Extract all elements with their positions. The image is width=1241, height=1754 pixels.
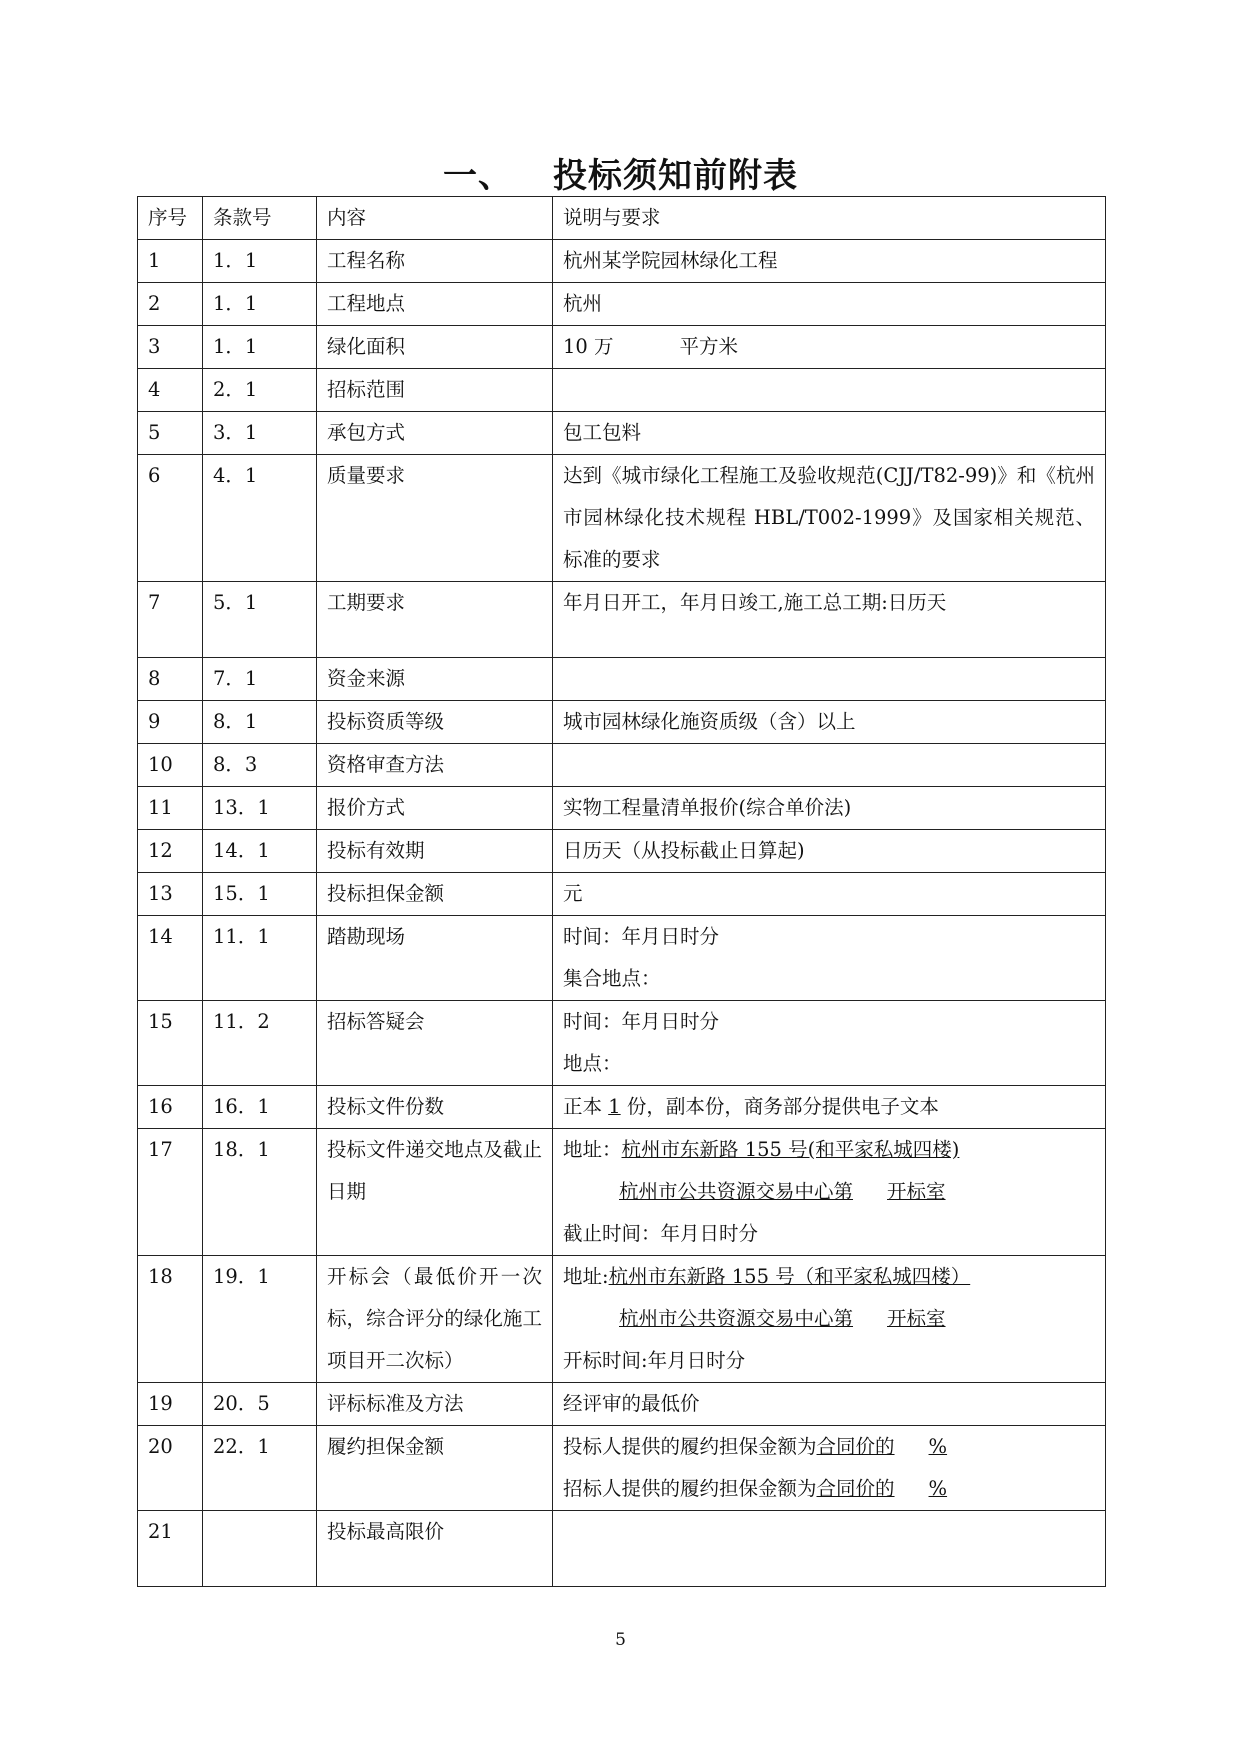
center-text: 杭州市公共资源交易中心第 [619, 1180, 854, 1203]
site-visit-place: 集合地点： [563, 967, 661, 990]
center-name [619, 1307, 946, 1330]
row-clause: 16．1 [203, 1086, 317, 1129]
room-text: 开标室 [887, 1180, 946, 1203]
row-no: 18 [138, 1256, 203, 1383]
row-item: 工程地点 [317, 283, 553, 326]
row-no: 17 [138, 1129, 203, 1256]
row-item: 报价方式 [317, 787, 553, 830]
row-desc [553, 412, 1106, 455]
row-clause: 1．1 [203, 326, 317, 369]
row-item: 评标标准及方法 [317, 1383, 553, 1426]
row-clause: 4．1 [203, 455, 317, 582]
page-title [0, 148, 1241, 197]
row-no: 3 [138, 326, 203, 369]
row-clause: 3．1 [203, 412, 317, 455]
row-no: 20 [138, 1426, 203, 1511]
header-item: 内容 [317, 197, 553, 240]
row-item: 承包方式 [317, 412, 553, 455]
row-item: 投标文件份数 [317, 1086, 553, 1129]
table-row [138, 369, 1106, 412]
table-row [138, 701, 1106, 744]
site-visit-time: 时间：年月日时分 [563, 925, 720, 948]
ratio-label: 合同价的 [816, 1435, 895, 1458]
table-row [138, 830, 1106, 873]
copies-post: 份，副本份，商务部分提供电子文本 [620, 1095, 939, 1118]
row-desc: 杭州 [553, 283, 1106, 326]
row-desc [553, 1086, 1106, 1129]
row-item: 资格审查方法 [317, 744, 553, 787]
row-desc [553, 1511, 1106, 1587]
row-no: 1 [138, 240, 203, 283]
row-desc: 实物工程量清单报价(综合单价法) [553, 787, 1106, 830]
row-no: 19 [138, 1383, 203, 1426]
row-no: 6 [138, 455, 203, 582]
table-row [138, 1001, 1106, 1086]
row-no: 13 [138, 873, 203, 916]
table-row [138, 455, 1106, 582]
row-clause: 19．1 [203, 1256, 317, 1383]
percent-sign: % [928, 1435, 948, 1458]
row-item: 投标有效期 [317, 830, 553, 873]
row-desc: 达到《城市绿化工程施工及验收规范(CJJ/T82-99)》和《杭州市园林绿化技术规程 HBL/T002-1999》及国家相关规范、标准的要求 [553, 455, 1106, 582]
table-row [138, 326, 1106, 369]
row-clause: 5．1 [203, 582, 317, 658]
bidder-guarantee-ratio [817, 1435, 948, 1458]
row-no: 5 [138, 412, 203, 455]
table-row [138, 582, 1106, 658]
title-number: 一、 [443, 156, 513, 196]
area-unit: 平方米 [679, 335, 739, 358]
row-item: 工程名称 [317, 240, 553, 283]
qa-meeting-time: 时间：年月日时分 [563, 1010, 720, 1033]
table-row [138, 283, 1106, 326]
row-no: 9 [138, 701, 203, 744]
row-clause: 8．1 [203, 701, 317, 744]
row-clause: 18．1 [203, 1129, 317, 1256]
row-item: 招标范围 [317, 369, 553, 412]
row-item: 工期要求 [317, 582, 553, 658]
tenderer-guarantee [563, 1468, 1095, 1510]
row-clause [203, 1511, 317, 1587]
table-row [138, 658, 1106, 701]
row-clause: 20．5 [203, 1383, 317, 1426]
tenderer-guarantee-text: 招标人提供的履约担保金额为 [563, 1477, 817, 1500]
row-desc [553, 916, 1106, 1001]
address-label: 地址: [563, 1265, 609, 1288]
ratio-label: 合同价的 [816, 1477, 895, 1500]
bidder-guarantee [563, 1426, 1095, 1468]
table-row [138, 240, 1106, 283]
address-value: 杭州市东新路 155 号(和平家私城四楼) [621, 1138, 960, 1161]
area-value: 10 万 [563, 335, 614, 358]
row-clause: 2．1 [203, 369, 317, 412]
table-row [138, 1129, 1106, 1256]
submit-address [563, 1129, 1095, 1171]
row-clause: 1．1 [203, 240, 317, 283]
row-no: 10 [138, 744, 203, 787]
row-desc [553, 1256, 1106, 1383]
qa-meeting-place: 地点： [563, 1052, 622, 1075]
row-clause: 22．1 [203, 1426, 317, 1511]
original-count: 1 [608, 1095, 621, 1118]
row-desc: 城市园林绿化施资质级（含）以上 [553, 701, 1106, 744]
row-desc [553, 369, 1106, 412]
page-number: 5 [615, 1630, 626, 1650]
table-row [138, 916, 1106, 1001]
bidder-guarantee-text: 投标人提供的履约担保金额为 [563, 1435, 817, 1458]
row-desc: 经评审的最低价 [553, 1383, 1106, 1426]
copies-pre: 正本 [563, 1095, 609, 1118]
row-no: 16 [138, 1086, 203, 1129]
row-clause: 8．3 [203, 744, 317, 787]
table-row [138, 1383, 1106, 1426]
address-value: 杭州市东新路 155 号（和平家私城四楼） [608, 1265, 971, 1288]
row-clause: 13．1 [203, 787, 317, 830]
row-clause: 11．1 [203, 916, 317, 1001]
row-desc [553, 1001, 1106, 1086]
center-text: 杭州市公共资源交易中心第 [619, 1307, 854, 1330]
row-clause: 11．2 [203, 1001, 317, 1086]
opening-center [563, 1298, 1095, 1340]
contract-mode: 包工包料 [563, 421, 642, 444]
center-name [619, 1180, 946, 1203]
row-item: 投标文件递交地点及截止日期 [317, 1129, 553, 1256]
row-item: 开标会（最低价开一次标，综合评分的绿化施工项目开二次标） [317, 1256, 553, 1383]
row-desc [553, 658, 1106, 701]
opening-time: 开标时间:年月日时分 [563, 1349, 746, 1372]
table-row [138, 1511, 1106, 1587]
row-item: 踏勘现场 [317, 916, 553, 1001]
table-row [138, 1426, 1106, 1511]
bid-instructions-table [137, 196, 1106, 1587]
row-clause: 7．1 [203, 658, 317, 701]
table-row [138, 787, 1106, 830]
row-item: 投标最高限价 [317, 1511, 553, 1587]
table-row [138, 1086, 1106, 1129]
header-no: 序号 [138, 197, 203, 240]
submit-center [563, 1171, 1095, 1213]
submit-deadline: 截止时间：年月日时分 [563, 1222, 759, 1245]
table-row [138, 412, 1106, 455]
percent-sign: % [928, 1477, 948, 1500]
row-item: 投标担保金额 [317, 873, 553, 916]
row-desc [553, 326, 1106, 369]
address-label: 地址： [563, 1138, 622, 1161]
table-row [138, 873, 1106, 916]
row-desc [553, 1129, 1106, 1256]
row-desc: 年月日开工，年月日竣工,施工总工期:日历天 [553, 582, 1106, 658]
row-no: 14 [138, 916, 203, 1001]
row-item: 绿化面积 [317, 326, 553, 369]
header-desc: 说明与要求 [553, 197, 1106, 240]
row-item: 质量要求 [317, 455, 553, 582]
row-no: 21 [138, 1511, 203, 1587]
row-item: 投标资质等级 [317, 701, 553, 744]
row-desc: 元 [553, 873, 1106, 916]
row-no: 7 [138, 582, 203, 658]
row-clause: 15．1 [203, 873, 317, 916]
row-no: 8 [138, 658, 203, 701]
row-desc [553, 744, 1106, 787]
row-no: 11 [138, 787, 203, 830]
header-clause: 条款号 [203, 197, 317, 240]
row-no: 15 [138, 1001, 203, 1086]
tenderer-guarantee-ratio [817, 1477, 948, 1500]
opening-address [563, 1256, 1095, 1298]
row-clause: 14．1 [203, 830, 317, 873]
room-text: 开标室 [887, 1307, 946, 1330]
row-item: 资金来源 [317, 658, 553, 701]
row-no: 2 [138, 283, 203, 326]
row-item: 履约担保金额 [317, 1426, 553, 1511]
table-row [138, 1256, 1106, 1383]
row-desc: 杭州某学院园林绿化工程 [553, 240, 1106, 283]
table-row [138, 744, 1106, 787]
row-no: 12 [138, 830, 203, 873]
title-text: 投标须知前附表 [553, 156, 798, 196]
row-desc [553, 1426, 1106, 1511]
row-desc: 日历天（从投标截止日算起) [553, 830, 1106, 873]
row-clause: 1．1 [203, 283, 317, 326]
row-item: 招标答疑会 [317, 1001, 553, 1086]
table-header-row [138, 197, 1106, 240]
row-no: 4 [138, 369, 203, 412]
